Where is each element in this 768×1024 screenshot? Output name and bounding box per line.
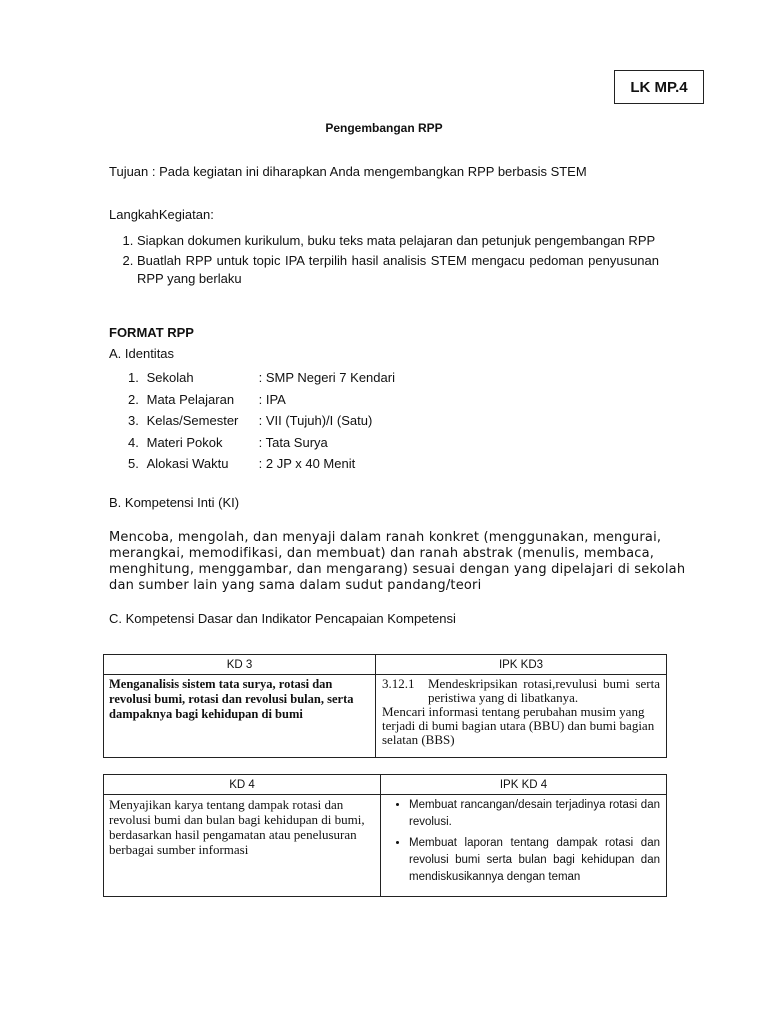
kd4-cell bbox=[104, 795, 381, 897]
ipk-kd4-header: IPK KD 4 bbox=[381, 775, 667, 795]
identitas-value: : IPA bbox=[258, 391, 286, 407]
langkah-step: 2. Buatlah RPP untuk topic IPA terpilih hasil analisis STEM mengacu pedoman penyusunan RPP yang berlaku bbox=[137, 252, 659, 288]
identitas-heading: A. Identitas bbox=[109, 346, 175, 361]
identitas-value: : VII (Tujuh)/I (Satu) bbox=[258, 413, 373, 428]
ki-heading: B. Kompetensi Inti (KI) bbox=[109, 495, 240, 510]
document-code-badge: LK MP.4 bbox=[614, 70, 704, 104]
ipk-kd4-list bbox=[385, 797, 660, 886]
ipk-kd3-header: IPK KD3 bbox=[376, 655, 667, 675]
kd3-header: KD 3 bbox=[104, 655, 376, 675]
identitas-label: Mata Pelajaran bbox=[146, 391, 235, 407]
ipk-kd4-item: • Membuat laporan tentang dampak rotasi dan revolusi bumi serta bulan bagi kehidupan dan mendiskusikannya dengan teman bbox=[409, 835, 660, 886]
ki-text: Mencoba, mengolah, dan menyaji dalam ranah konkret (menggunakan, mengurai, merangkai, memodifikasi, dan membuat) dan ranah abstrak (menulis, membaca, menghitung, menggambar, dan mengarang) sesuai dengan yang dipelajari di sekolah dan sumber lain yang sama dalam sudut pandang/teori bbox=[109, 530, 686, 593]
kd4-header: KD 4 bbox=[104, 775, 381, 795]
kd3-table bbox=[103, 654, 667, 758]
ipk-kd4-cell bbox=[381, 795, 667, 897]
identitas-num: 3. bbox=[128, 413, 139, 428]
identitas-item bbox=[128, 410, 395, 432]
identitas-label: Kelas/Semester bbox=[146, 413, 239, 428]
identitas-item bbox=[128, 389, 395, 411]
langkah-step: 1. Siapkan dokumen kurikulum, buku teks mata pelajaran dan petunjuk pengembangan RPP bbox=[137, 232, 659, 250]
identitas-num: 2. bbox=[128, 391, 139, 407]
identitas-value: : Tata Surya bbox=[258, 434, 328, 450]
langkah-list bbox=[109, 232, 659, 290]
kd-heading: C. Kompetensi Dasar dan Indikator Pencapaian Kompetensi bbox=[109, 611, 456, 626]
identitas-list bbox=[128, 367, 395, 475]
ipk-kd3-item bbox=[382, 677, 660, 705]
identitas-num: 1. bbox=[128, 370, 139, 385]
page-title: Pengembangan RPP bbox=[325, 121, 443, 135]
identitas-item bbox=[128, 453, 395, 475]
identitas-label: Alokasi Waktu bbox=[146, 456, 229, 471]
identitas-value: : 2 JP x 40 Menit bbox=[258, 456, 356, 471]
ipk-kd4-item: • Membuat rancangan/desain terjadinya rotasi dan revolusi. bbox=[409, 797, 660, 831]
kd4-table bbox=[103, 774, 667, 897]
identitas-num: 4. bbox=[128, 434, 139, 450]
tujuan-text: Tujuan : Pada kegiatan ini diharapkan Anda mengembangkan RPP berbasis STEM bbox=[109, 164, 587, 179]
ipk-kd3-text: Mendeskripsikan rotasi,revulusi bumi serta peristiwa yang di libatkanya. bbox=[428, 676, 660, 705]
format-heading: FORMAT RPP bbox=[109, 325, 194, 340]
ipk-kd3-cell bbox=[376, 675, 667, 758]
langkah-heading: LangkahKegiatan: bbox=[109, 207, 214, 222]
ipk-kd3-number: 3.12.1 bbox=[382, 676, 415, 691]
identitas-item bbox=[128, 432, 395, 454]
kd3-text: Menganalisis sistem tata surya, rotasi dan revolusi bumi, rotasi dan revolusi bulan, serta dampaknya bagi kehidupan di bumi bbox=[109, 677, 354, 721]
kd3-cell bbox=[104, 675, 376, 758]
ipk-kd3-text-2: Mencari informasi tentang perubahan musim yang terjadi di bumi bagian utara (BBU) dan bumi bagian selatan (BBS) bbox=[382, 704, 655, 747]
identitas-label: Sekolah bbox=[146, 370, 194, 385]
identitas-num: 5. bbox=[128, 456, 139, 471]
identitas-value: : SMP Negeri 7 Kendari bbox=[258, 370, 395, 385]
identitas-label: Materi Pokok bbox=[146, 434, 223, 450]
identitas-item bbox=[128, 367, 395, 389]
kd4-text: Menyajikan karya tentang dampak rotasi dan revolusi bumi dan bulan bagi kehidupan di bumi, berdasarkan hasil pengamatan atau penelusuran berbagai sumber informasi bbox=[109, 797, 365, 857]
